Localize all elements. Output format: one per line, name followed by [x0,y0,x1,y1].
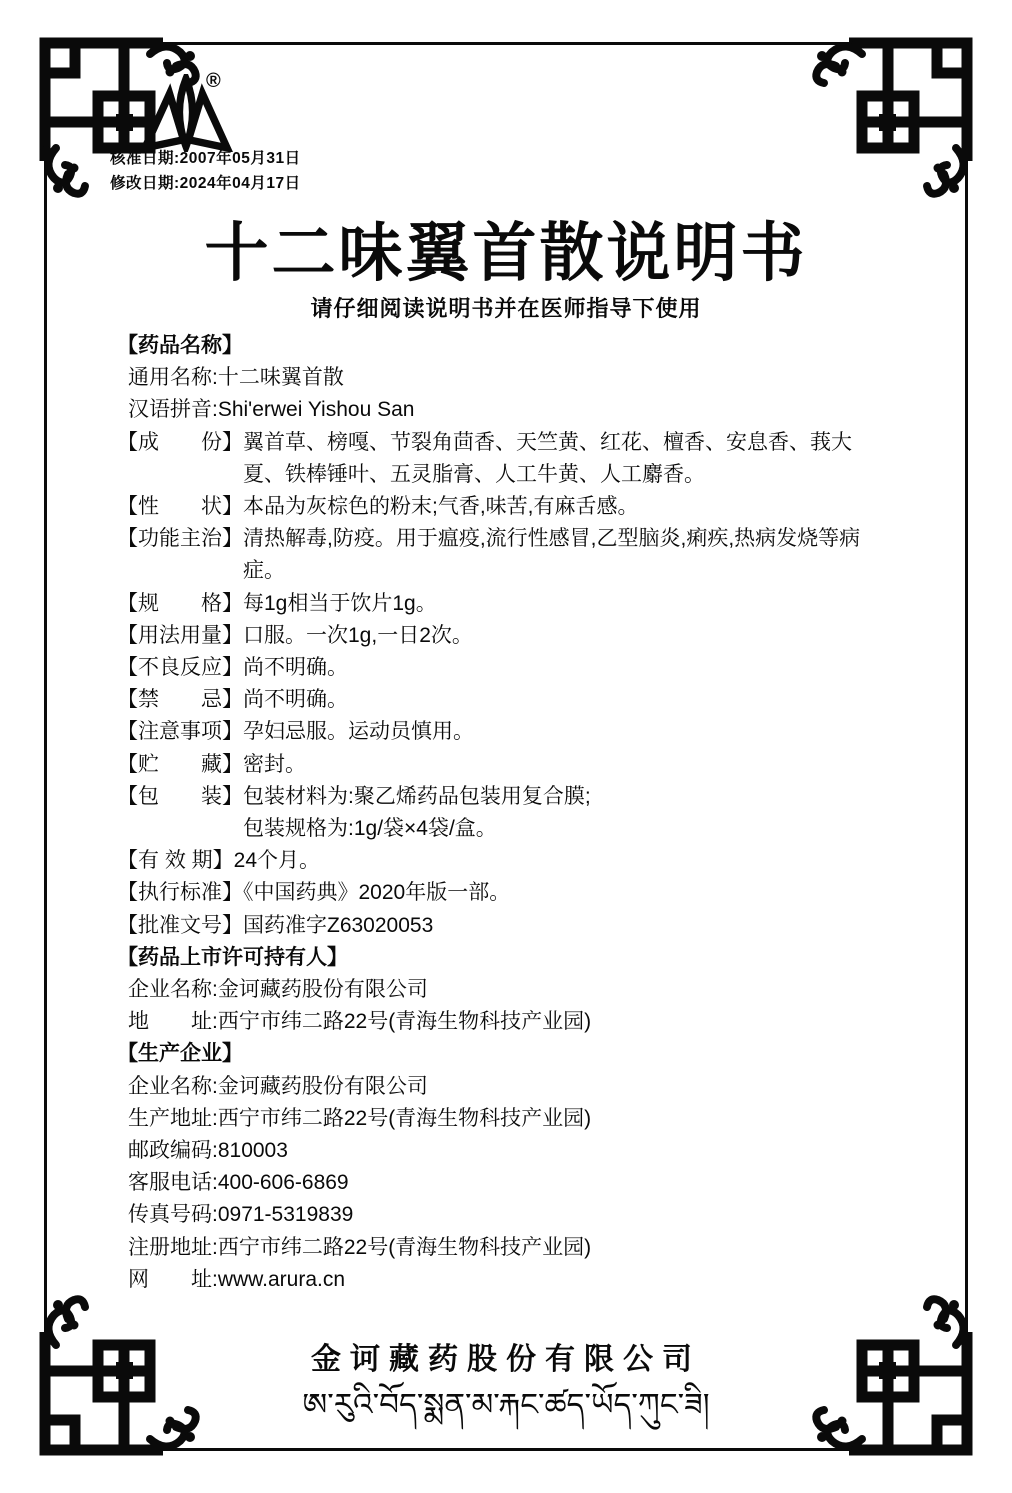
entry-line: 客服电话:400-606-6869 [128,1171,349,1195]
registered-trademark-icon: ® [206,70,221,92]
entry-line: 网 址:www.arura.cn [128,1267,346,1291]
date-block [110,146,301,196]
usage-notice: 请仔细阅读说明书并在医师指导下使用 [310,296,702,321]
entry-line: 【用法用量】口服。一次1g,一日2次。 [117,623,473,647]
approval-date: 核准日期:2007年05月31日 [110,150,301,167]
section-heading: 【药品名称】 [117,334,243,357]
entry-line: 通用名称:十二味翼首散 [128,366,344,390]
revision-date: 修改日期:2024年04月17日 [110,175,301,192]
company-logo-icon [136,74,236,152]
entry-line: 注册地址:西宁市纬二路22号(青海生物科技产业园) [128,1235,592,1259]
entry-line: 邮政编码:810003 [128,1139,288,1163]
entry-line: 【不良反应】尚不明确。 [117,656,348,680]
entry-line: 【性 状】本品为灰棕色的粉末;气香,味苦,有麻舌感。 [117,495,639,519]
entry-line: 【注意事项】孕妇忌服。运动员慎用。 [117,720,474,744]
entry-line: 【包 装】包装材料为:聚乙烯药品包装用复合膜; [117,784,591,808]
entry-line: 【成 份】翼首草、榜嘎、节裂角茴香、天竺黄、红花、檀香、安息香、莪大夏、铁棒锤叶、五灵脂膏、人工牛黄、人工麝香。 [117,430,852,486]
doc-body [117,330,893,1296]
entry-line: 汉语拼音:Shi'erwei Yishou San [128,398,415,422]
entry-line: 地 址:西宁市纬二路22号(青海生物科技产业园) [128,1010,592,1034]
page-title: 十二味翼首散说明书 [204,217,808,289]
entry-line: 企业名称:金诃藏药股份有限公司 [128,978,428,1002]
entry-line: 【规 格】每1g相当于饮片1g。 [117,591,437,615]
section-heading: 【生产企业】 [117,1042,243,1066]
footer-company-name-tibetan: ཨ་རུའི་བོད་སྨན་མ་རྐང་ཚད་ཡོད་ཀུང་ཟི། [302,1387,710,1422]
entry-line: 包装规格为:1g/袋×4袋/盒。 [243,817,497,841]
corner-ornament-icon-top-right [810,30,980,200]
entry-line: 生产地址:西宁市纬二路22号(青海生物科技产业园) [128,1106,592,1130]
entry-line: 【有 效 期】24个月。 [117,849,321,873]
entry-line: 传真号码:0971-5319839 [128,1203,354,1227]
entry-line: 【批准文号】国药准字Z63020053 [117,913,434,937]
entry-line: 【贮 藏】密封。 [117,752,306,776]
footer-company-name-cn: 金诃藏药股份有限公司 [311,1343,701,1376]
entry-line: 【执行标准】《中国药典》2020年版一部。 [117,881,511,905]
section-heading: 【药品上市许可持有人】 [117,945,348,969]
entry-line: 【禁 忌】尚不明确。 [117,688,348,712]
entry-line: 企业名称:金诃藏药股份有限公司 [128,1074,428,1098]
entry-line: 【功能主治】清热解毒,防疫。用于瘟疫,流行性感冒,乙型脑炎,痢疾,热病发烧等病症。 [117,527,861,583]
